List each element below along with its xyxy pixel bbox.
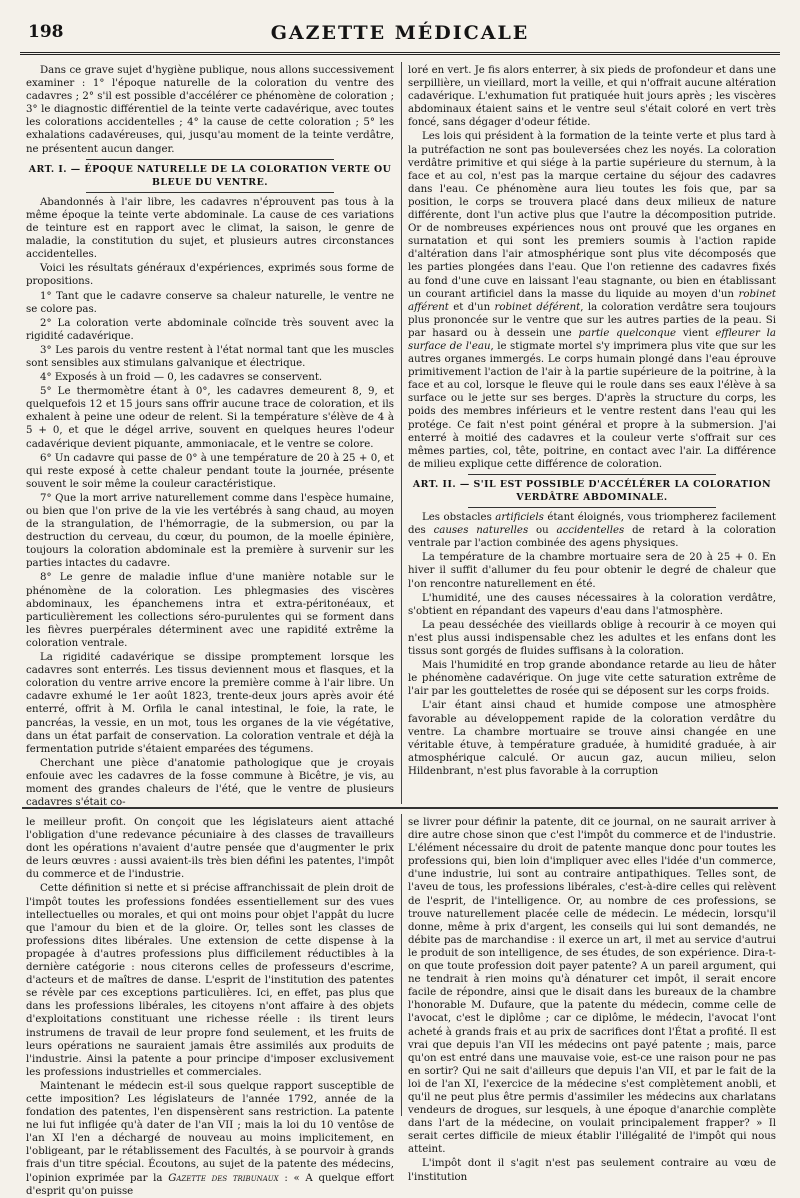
paragraph: Cette définition si nette et si précise affranchissait de plein droit de l'impôt toutes les professions fondées essentiellement sur des vues intellectuelles ou morales, et qui ont moins pour objet l'appât du lucre que l'amour du bien et de la gloire. Or, telles sont les classes de professions dites libérales. Une extension de cette dispense à la propagée à d'autres professions plus difficilement réductibles à la dernière catégorie : nous citerons celles de professeurs d'escrime, d'acteurs et de maîtres de danse. L'esprit de l'institution des patentes se révèle par ces exceptions particulières. Ici, en effet, pas plus que dans les professions libérales, les citoyens n'ont affaire à des objets d'exploitations constituant une richesse réelle : ils tirent leurs instrumens de travail de leur propre fond seulement, et les fruits de leurs opérations ne sauraient jamais être assimilés aux produits de l'industrie. Ainsi la patente a pour principe d'imposer exclusivement les professions industrielles et commerciales. bbox=[26, 883, 394, 1078]
text-run: Maintenant le médecin est-il sous quelque rapport susceptible de cette imposition? Les législateurs de l'année 1792, année de la fondation des patentes, l'en dispensèrent sans restriction. La patente ne lui fut infligée qu'à dater de l'an VII ; mais la loi du 10 ventôse de l'an XI l'en a déchargé de nouveau au moins implicitement, en l'obligeant, par le rétablissement des Facultés, à se pourvoir à grands frais d'un titre spécial. Écoutons, au sujet de la patente des médecins, l'opinion exprimée par la bbox=[26, 1080, 394, 1184]
italic-term: artificiels bbox=[495, 512, 544, 524]
article-column-top-right bbox=[408, 64, 776, 802]
paragraph bbox=[408, 511, 776, 550]
proposition-3: 3° Les parois du ventre restent à l'état normal tant que les muscles sont sensibles aux stimulans galvanique et électrique. bbox=[26, 344, 394, 369]
paragraph: Abandonnés à l'air libre, les cadavres n'éprouvent pas tous à la même époque la teinte verte abdominale. La cause de ces variations de teinture est en rapport avec le climat, la saison, le genre de maladie, la constitution du sujet, et plusieurs autres circonstances accidentelles. bbox=[26, 196, 394, 261]
proposition-5: 5° Le thermomètre étant à 0°, les cadavres demeurent 8, 9, et quelquefois 12 et 15 jours sans offrir aucune trace de coloration, et ils exhalent à peine une odeur de relent. Si la température s'élève de 4 à 5 + 0, et que le dégel arrive, souvent en quelques heures l'odeur cadavérique devient piquante, ammoniacale, et le ventre se colore. bbox=[26, 386, 394, 450]
italic-term: effleurer la surface de l'eau bbox=[408, 327, 776, 352]
text-run: : « A quelque effort d'esprit qu'on puisse bbox=[26, 1172, 394, 1197]
text-run: et d'un bbox=[448, 301, 495, 313]
feuilleton-column-right bbox=[408, 816, 776, 1183]
paragraph: L'humidité, une des causes nécessaires à la coloration verdâtre, s'obtient en répandant des vapeurs d'eau dans l'atmosphère. bbox=[408, 592, 776, 617]
paragraph: le meilleur profit. On conçoit que les législateurs aient attaché l'obligation d'une redevance pécuniaire à des classes de travailleurs dont les opérations n'avaient d'autre pensée que d'augmenter le prix de leurs œuvres : aussi avaient-ils très bien défini les patentes, l'impôt du commerce et de l'industrie. bbox=[26, 817, 394, 881]
proposition-8: 8° Le genre de maladie influe d'une manière notable sur le phénomène de la coloration. Les phlegmasies des viscères abdominaux, les épanchemens intra et extra-péritonéaux, et particulièrement les collections séro-purulentes qui se forment dans les fièvres puerpérales déterminent avec une rapidité extrême la coloration ventrale. bbox=[26, 572, 394, 649]
text-run: , le stigmate mortel s'y imprimera plus vite que sur les autres organes immergés. Le corps humain plongé dans l'eau éprouve primitivement l'action de l'air à la partie supérieure de la poitrine, à la face et au col, lorsque le fleuve qui le roule dans ses eaux l'élève à sa surface ou le jette sur ses berges. D'après la structure du corps, les poids des membres inférieurs et le ventre restent dans l'eau qui les protége. Ce fait n'est point général et propre à la submersion. J'ai enterré à moitié des cadavres et la couleur verte s'offrait sur ces mêmes parties, col, tête, poitrine, en contact avec l'air. La différence de milieu explique cette différence de coloration. bbox=[408, 340, 776, 470]
text-run: ou bbox=[528, 525, 557, 537]
paragraph: Cherchant une pièce d'anatomie pathologique que je croyais enfouie avec les cadavres de la fosse commune à Bicêtre, je vis, au moment des grandes chaleurs de l'été, que le ventre de plusieurs cadavres s'était co- bbox=[26, 757, 394, 809]
section-heading-art-1: ART. I. — ÉPOQUE NATURELLE DE LA COLORATION VERTE OU BLEUE DU VENTRE. bbox=[26, 159, 394, 193]
italic-term: Gazette des tribunaux bbox=[168, 1172, 279, 1184]
paragraph: La rigidité cadavérique se dissipe promptement lorsque les cadavres sont enterrés. Les tissus deviennent mous et flasques, et la coloration du ventre arrive encore la première comme à l'air libre. Un cadavre exhumé le 1er août 1823, trente-deux jours après avoir été enterré, offrit à M. Orfila le canal intestinal, le foie, la rate, le pancréas, la vessie, en un mot, tous les organes de la vie végétative, dans un état parfait de conservation. La coloration ventrale et déjà la fermentation putride s'étaient emparées des tégumens. bbox=[26, 652, 394, 755]
text-run: étant éloignés, vous triompherez facilement des bbox=[408, 512, 776, 537]
proposition-2: 2° La coloration verte abdominale coïncide très souvent avec la rigidité cadavérique. bbox=[26, 317, 394, 342]
proposition-1: 1° Tant que le cadavre conserve sa chaleur naturelle, le ventre ne se colore pas. bbox=[26, 290, 394, 315]
italic-term: causes naturelles bbox=[433, 525, 529, 537]
feuilleton-column-left bbox=[26, 816, 394, 1197]
intro-paragraph: Dans ce grave sujet d'hygiène publique, nous allons successivement examiner : 1° l'époque naturelle de la coloration du ventre des cadavres ; 2° s'il est possible d'accélérer ce phénomène de coloration ; 3° le diagnostic différentiel de la teinte verte cadavérique, avec toutes les colorations accidentelles ; 4° la cause de cette coloration ; 5° les exhalations cadavéreuses, qui, jusqu'au moment de la teinte verdâtre, ne présentent aucun danger. bbox=[26, 65, 394, 155]
proposition-4: 4° Exposés à un froid — 0, les cadavres se conservent. bbox=[40, 372, 323, 384]
column-divider-bottom bbox=[401, 814, 402, 1116]
paragraph: La peau desséchée des vieillards oblige à recourir à ce moyen qui n'est plus aussi indispensable chez les adultes et les enfans dont les tissus sont gorgés de fluides suffisans à la coloration. bbox=[408, 619, 776, 658]
paragraph bbox=[26, 1080, 394, 1198]
text-run: , la coloration verdâtre sera toujours plus prononcée sur le ventre que sur les autres parties de la peau. Si par hasard ou à dessein une bbox=[408, 301, 776, 339]
italic-term: robinet afférent bbox=[408, 288, 776, 313]
paragraph: se livrer pour définir la patente, dit ce journal, on ne saurait arriver à dire autre chose sinon que c'est l'impôt du commerce et de l'industrie. L'élément nécessaire du droit de patente manque donc pour toutes les professions qui, bien loin d'impliquer avec elles l'idée d'un commerce, d'une industrie, lui sont au contraire antipathiques. Telles sont, de l'aveu de tous, les professions libérales, c'est-à-dire celles qui relèvent de l'esprit, de l'intelligence. Or, au nombre de ces professions, se trouve naturellement placée celle de médecin. Le médecin, lorsqu'il donne, même à prix d'argent, les conseils qui lui sont demandés, ne débite pas de marchandise : il exerce un art, il met au service d'autrui le produit de son intelligence, de ses études, de son expérience. Dira-t-on que toute profession doit payer patente? A un pareil argument, qui ne tendrait à rien moins qu'à dénaturer cet impôt, il serait encore facile de répondre, ainsi que le disait dans les bureaux de la chambre l'honorable M. Dufaure, que la patente du médecin, comme celle de l'avocat, c'est le diplôme ; car ce diplôme, le médecin, l'avocat l'ont acheté à grands frais et au prix de sacrifices dont l'État a profité. Il est vrai que depuis l'an VII les médecins ont payé patente ; mais, parce qu'on est entré dans une mauvaise voie, est-ce une raison pour ne pas en sortir? Qui ne sait d'ailleurs que depuis l'an VII, et par le fait de la loi de l'an XI, l'exercice de la médecine s'est complètement anobli, et qu'il ne peut plus être permis d'assimiler les médecins aux charlatans vendeurs de drogues, sur lesquels, à une époque d'anarchie complète dans l'art de la médecine, on voulait principalement frapper? » Il serait certes difficile de mieux établir l'illégalité de l'impôt qui nous atteint. bbox=[408, 817, 776, 1156]
page-header bbox=[20, 14, 780, 55]
italic-term: accidentelles bbox=[556, 525, 625, 537]
section-heading-art-2: ART. II. — S'IL EST POSSIBLE D'ACCÉLÉRER LA COLORATION VERDÂTRE ABDOMINALE. bbox=[408, 474, 776, 508]
paragraph bbox=[408, 130, 776, 470]
text-run: de retard à la coloration ventrale par l'action combinée des agens physiques. bbox=[408, 525, 776, 550]
page-number: 198 bbox=[28, 22, 64, 42]
column-divider-top bbox=[401, 62, 402, 804]
article-column-top-left bbox=[26, 64, 394, 809]
journal-title: GAZETTE MÉDICALE bbox=[270, 22, 530, 44]
italic-term: partie quelconque bbox=[578, 327, 677, 339]
italic-term: robinet déférent bbox=[494, 301, 581, 313]
paragraph: Voici les résultats généraux d'expériences, exprimés sous forme de propositions. bbox=[26, 263, 394, 288]
text-run: Les lois qui président à la formation de la teinte verte et plus tard à la putréfaction ne sont pas bouleversées chez les noyés. La coloration verdâtre primitive et qui siége à la partie supérieure du sternum, à la face et au col, n'est pas la marque certaine du séjour des cadavres dans l'eau. Ce phénomène aura lieu toutes les fois que, par sa position, le corps se trouvera placé dans deux milieux de nature différente, dont l'un active plus que l'autre la décomposition putride. Or de nombreuses expériences nous ont prouvé que les organes en surnatation et qui sont les premiers soumis à l'action rapide d'altération dans l'air atmosphérique sont plus vite décomposés que les parties plongées dans l'eau. Que l'on retienne des cadavres fixés au fond d'une cuve en laissant l'eau stagnante, ou bien en établissant un courant artificiel dans la masse du liquide au moyen d'un bbox=[408, 131, 776, 300]
paragraph: loré en vert. Je fis alors enterrer, à six pieds de profondeur et dans une serpillière, un vieillard, mort la veille, et qui n'offrait aucune altération cadavérique. L'exhumation fut pratiquée huit jours après ; les viscères abdominaux étaient sains et le ventre seul s'était coloré en vert très foncé, sans dégager d'odeur fétide. bbox=[408, 65, 776, 129]
proposition-7: 7° Que la mort arrive naturellement comme dans l'espèce humaine, ou bien que l'on prive de la vie les vertébrés à sang chaud, au moyen de la strangulation, de l'hémorragie, de la submersion, ou par la destruction du cerveau, du cœur, du poumon, de la moelle épinière, toujours la coloration abdominale est la première à survenir sur les parties intactes du cadavre. bbox=[26, 492, 394, 570]
paragraph: Mais l'humidité en trop grande abondance retarde au lieu de hâter le phénomène cadavérique. On juge vite cette saturation extrême de l'air par les gouttelettes de rosée qui se déposent sur les corps froids. bbox=[408, 660, 776, 698]
paragraph: L'impôt dont il s'agit n'est pas seulement contraire au vœu de l'institution bbox=[408, 1158, 776, 1183]
proposition-6: 6° Un cadavre qui passe de 0° à une température de 20 à 25 + 0, et qui reste exposé à cette chaleur pendant toute la journée, présente souvent le soir même la couleur caractéristique. bbox=[26, 452, 394, 490]
text-run: Les obstacles bbox=[422, 512, 496, 524]
paragraph: L'air étant ainsi chaud et humide compose une atmosphère favorable au développement rapide de la coloration verdâtre du ventre. La chambre mortuaire se trouve ainsi changée en une véritable étuve, à température graduée, à humidité graduée, à air atmosphérique calculé. Or aucun gaz, aucun milieu, selon Hildenbrant, n'est plus favorable à la corruption bbox=[408, 700, 776, 777]
text-run: vient bbox=[676, 327, 716, 339]
paragraph: La température de la chambre mortuaire sera de 20 à 25 + 0. En hiver il suffit d'allumer du feu pour obtenir le degré de chaleur que l'on rencontre naturellement en été. bbox=[408, 552, 776, 590]
